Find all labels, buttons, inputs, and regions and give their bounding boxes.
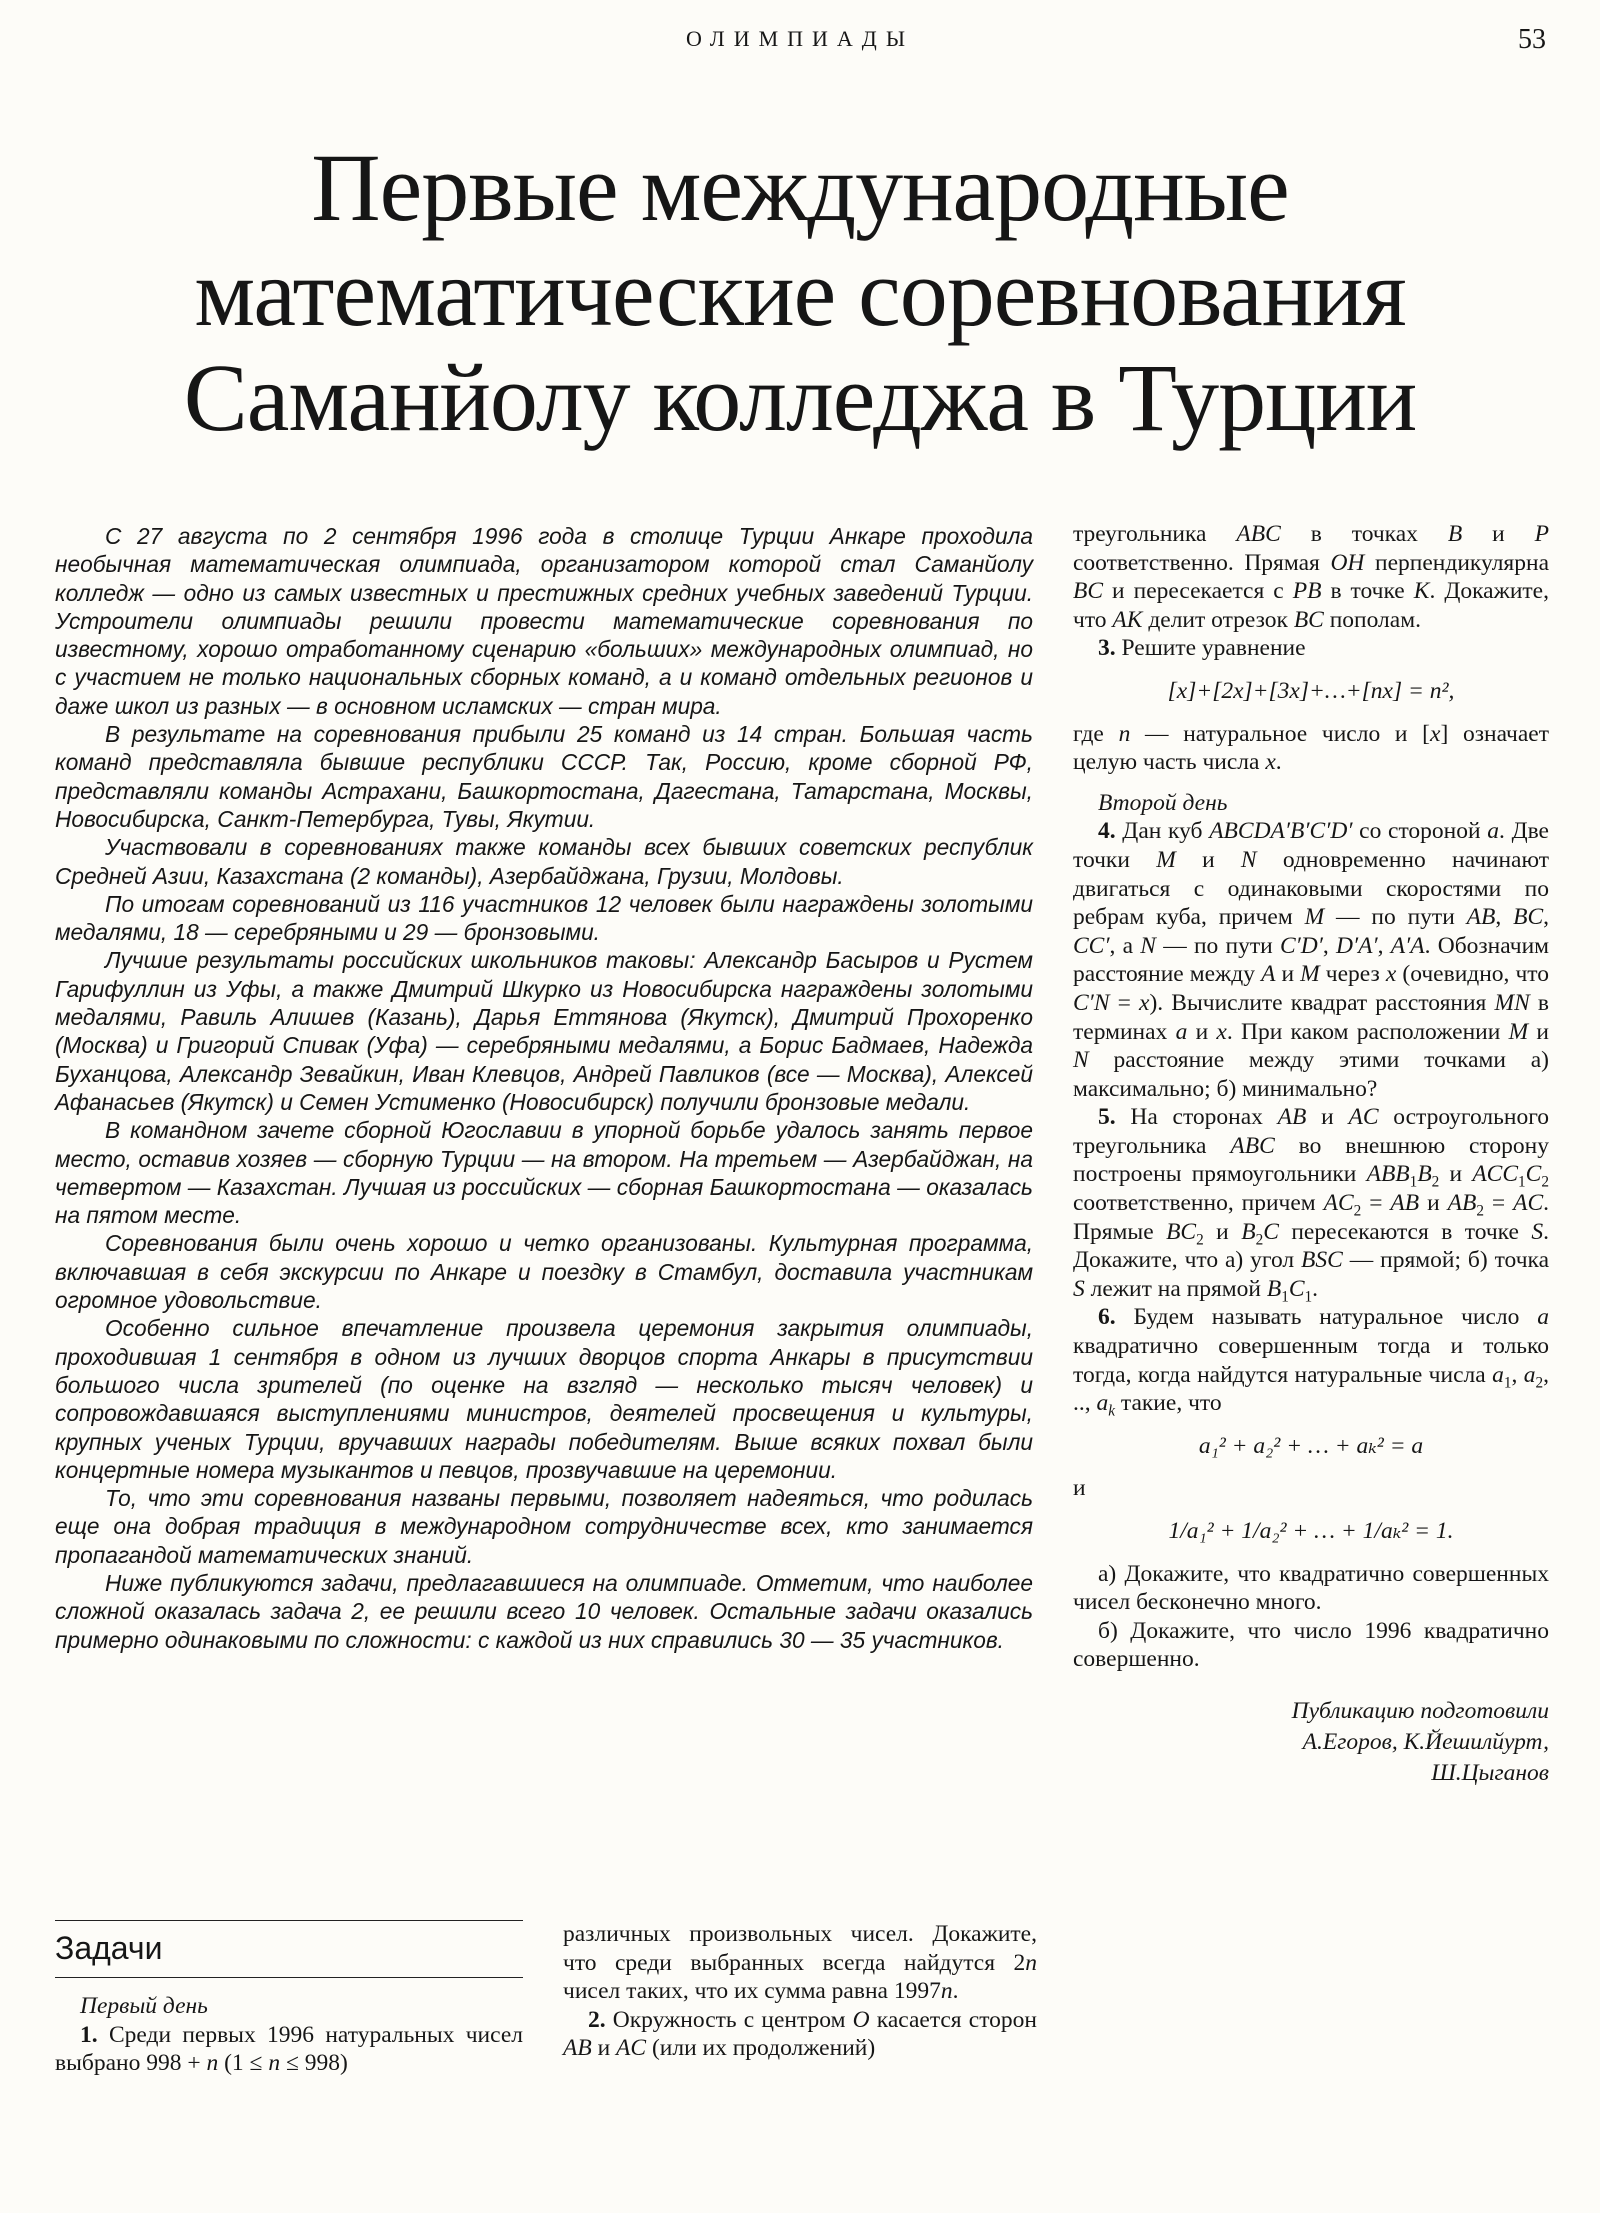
tasks-top-rule bbox=[55, 1920, 523, 1921]
task-4-number: 4. bbox=[1098, 818, 1116, 845]
day-2-label: Второй день bbox=[1098, 789, 1228, 816]
task-5-number: 5. bbox=[1098, 1104, 1116, 1131]
task-1-number: 1. bbox=[80, 2021, 98, 2048]
task-6-and: и bbox=[1073, 1475, 1086, 1502]
intro-paragraph: В командном зачете сборной Югославии в упорной борьбе удалось занять первое место, оставив хозяев — сборную Турции — на втором. На третьем — Азербайджан, на четвертом — Казахстан. Лучшая из российских — сборная Башкортостана — оказалась на пятом месте. bbox=[55, 1117, 1033, 1229]
article-title bbox=[0, 135, 1600, 450]
intro-paragraph: Особенно сильное впечатление произвела церемония закрытия олимпиады, проходившая 1 сентября в одном из лучших дворцов спорта Анкары в присутствии большого числа зрителей (по оценке на взгляд — несколько тысяч человек) и сопровождавшаяся выступлениями министров, деятелей просвещения и культуры, крупных ученых Турции, вручавших награды победителям. Выше всяких похвал были концертные номера музыкантов и певцов, прозвучавшие на церемонии. bbox=[55, 1315, 1033, 1483]
intro-paragraph: Участвовали в соревнованиях также команды всех бывших советских республик Средней Азии, Казахстана (2 команды), Азербайджана, Грузии, Молдовы. bbox=[55, 834, 1033, 889]
intro-paragraph: Ниже публикуются задачи, предлагавшиеся на олимпиаде. Отметим, что наиболее сложной оказалась задача 2, ее решили всего 10 человек. Остальные задачи оказались примерно одинаковыми по сложности: с каждой из них справились 30 — 35 участников. bbox=[55, 1569, 1033, 1653]
intro-text bbox=[55, 522, 1033, 1654]
intro-paragraph: Лучшие результаты российских школьников таковы: Александр Басыров и Рустем Гарифуллин из Уфы, а также Дмитрий Шкурко из Новосибирска награждены золотыми медалями, Равиль Алишев (Казань), Дарья Еттянова (Якутск), Дмитрий Прохоренко (Москва) и Григорий Спивак (Уфа) — серебряными медалями, а Борис Бадмаев, Надежда Буханцова, Александр Зевайкин, Иван Клевцов, Андрей Павликов (все — Москва), Алексей Афанасьев (Якутск) и Семен Устименко (Новосибирск) получили бронзовые медали. bbox=[55, 947, 1033, 1115]
task-3-after: где n — натуральное число и [x] означает целую часть числа x. bbox=[1073, 720, 1550, 776]
task-6-formula-2: 1/a₁² + 1/a₂² + … + 1/aₖ² = 1. bbox=[1168, 1518, 1454, 1544]
task-3 bbox=[1073, 634, 1549, 663]
task-2-number: 2. bbox=[588, 2006, 606, 2033]
task-5: 5. На сторонах AB и AC остроугольного треугольника ABC во внешнюю сторону построены прямоугольники $ABB_1B_2$ и $ACC_1C_2$ соответственно, причем $AC_2$ = AB и $AB_2$ = AC. Прямые $BC_2$ и $B_2C$ пересекаются в точке S. Докажите, что а) угол BSC — прямой; б) точка S лежит на прямой $B_1C_1$. bbox=[1073, 1104, 1550, 1306]
credits-label: Публикацию подготовили bbox=[1291, 1697, 1549, 1724]
task-6-part-b: б) Докажите, что число 1996 квадратично совершенно. bbox=[1073, 1617, 1549, 1673]
page-number: 53 bbox=[1518, 24, 1546, 55]
task-2-start: 2. Окружность с центром O касается сторон AB и AC (или их продолжений) bbox=[563, 2006, 1037, 2062]
intro-paragraph: С 27 августа по 2 сентября 1996 года в столице Турции Анкаре проходила необычная математическая олимпиада, организатором которой стал Саманйолу колледж — одно из самых известных и престижных средних учебных заведений Турции. Устроители олимпиады решили провести математические соревнования по известному, хорошо отработанному сценарию «больших» международных олимпиад, но с участием не только национальных сборных команд, а и команд отдельных регионов и даже школ из разных — в основном исламских — стран мира. bbox=[55, 523, 1033, 719]
running-header: ОЛИМПИАДЫ bbox=[685, 26, 915, 51]
day-1-label: Первый день bbox=[80, 1993, 208, 2019]
tasks-column-middle bbox=[563, 1920, 1037, 2063]
title-line-2: математические соревнования bbox=[194, 239, 1406, 346]
task-3-text: Решите уравнение bbox=[1121, 635, 1306, 662]
credits bbox=[1073, 1696, 1549, 1789]
intro-paragraph: По итогам соревнований из 116 участников 12 человек были награждены золотыми медалями, 18 — серебряными и 29 — бронзовыми. bbox=[55, 890, 1033, 946]
intro-paragraph: В результате на соревнования прибыли 25 команд из 14 стран. Большая часть команд представляла бывшие республики СССР. Так, Россию, кроме сборной РФ, представляли команды Астрахани, Башкортостана, Дагестана, Татарстана, Москвы, Новосибирска, Санкт-Петербурга, Тувы, Якутии. bbox=[55, 721, 1033, 832]
credits-authors: А.Егоров, К.Йешилйурт, bbox=[1302, 1728, 1549, 1755]
task-3-number: 3. bbox=[1098, 635, 1116, 662]
credits-authors-2: Ш.Цыганов bbox=[1431, 1759, 1549, 1786]
intro-paragraph: То, что эти соревнования названы первыми, позволяет надеяться, что родилась еще она добрая традиция в международном сотрудничестве всех, кто занимается пропагандой математических знаний. bbox=[55, 1485, 1033, 1568]
task-6-part-a: а) Докажите, что квадратично совершенных чисел бесконечно много. bbox=[1073, 1560, 1549, 1616]
task-2-end: треугольника ABC в точках B и P соответственно. Прямая OH перпендикулярна BC и пересекается с PB в точке K. Докажите, что AK делит отрезок BC пополам. bbox=[1073, 521, 1550, 633]
task-1-end: различных произвольных чисел. Докажите, что среди выбранных всегда найдутся 2n чисел таких, что их сумма равна 1997n. bbox=[563, 1921, 1037, 2005]
tasks-heading-rule bbox=[55, 1977, 523, 1978]
tasks-column-right bbox=[1073, 520, 1549, 1789]
title-line-1: Первые международные bbox=[311, 134, 1289, 241]
task-6-formula-1: a₁² + a₂² + … + aₖ² = a bbox=[1198, 1432, 1424, 1459]
task-1-start: 1. Среди первых 1996 натуральных чисел выбрано 998 + n (1 ≤ n ≤ 998) bbox=[55, 2021, 523, 2077]
task-4: 4. Дан куб ABCDA′B′C′D′ со стороной a. Две точки M и N одновременно начинают двигаться с одинаковыми скоростями по ребрам куба, причем M — по пути AB, BC, CC′, а N — по пути C′D′, D′A′, A′A. Обозначим расстояние между A и M через x (очевидно, что C′N = x). Вычислите квадрат расстояния MN в терминах a и x. При каком расположении M и N расстояние между этими точками а) максимально; б) минимально? bbox=[1073, 818, 1550, 1102]
tasks-column-left bbox=[55, 1920, 523, 2078]
task-3-formula: [x]+[2x]+[3x]+…+[nx] = n², bbox=[1167, 677, 1455, 704]
title-line-3: Саманйолу колледжа в Турции bbox=[183, 344, 1417, 451]
intro-paragraph: Соревнования были очень хорошо и четко организованы. Культурная программа, включавшая в себя экскурсии по Анкаре и поездку в Стамбул, доставила участникам огромное удовольствие. bbox=[55, 1230, 1033, 1314]
task-6-number: 6. bbox=[1098, 1304, 1116, 1331]
task-6: 6. Будем называть натуральное число a квадратично совершенным тогда и только тогда, когда найдутся натуральные числа $a_1$, $a_2$, .., $a_k$ такие, что bbox=[1073, 1304, 1550, 1420]
tasks-heading: Задачи bbox=[55, 1930, 163, 1966]
